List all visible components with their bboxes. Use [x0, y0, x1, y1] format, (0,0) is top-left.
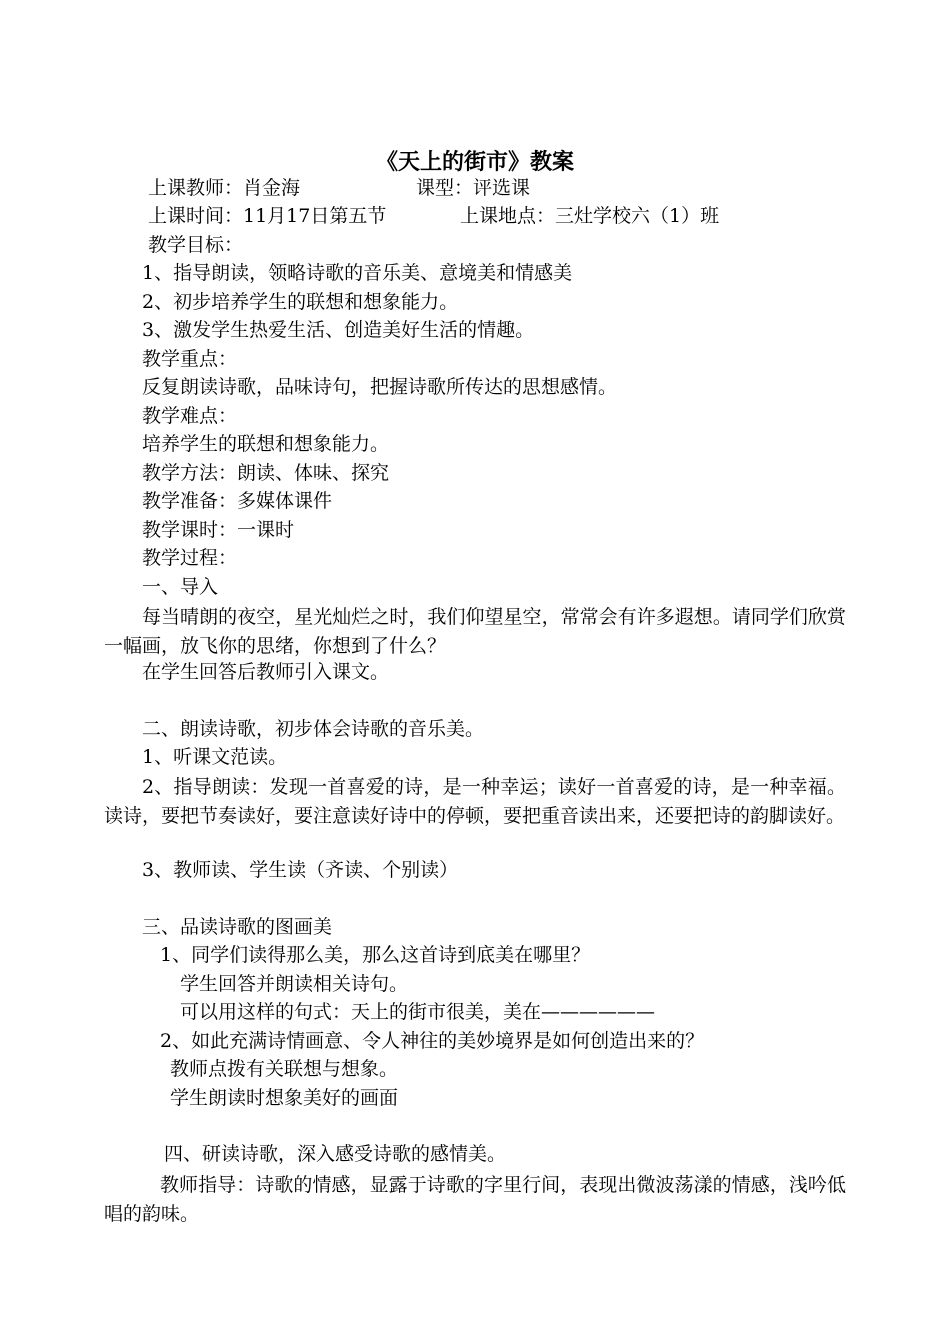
key-point-heading: 教学重点：	[142, 348, 238, 370]
section3-heading: 三、品读诗歌的图画美	[142, 916, 333, 938]
section3-subitem: 学生朗读时想象美好的画面	[170, 1087, 399, 1109]
difficulty-text: 培养学生的联想和想象能力。	[142, 433, 390, 455]
time-line: 上课时间：11月17日第五节	[148, 205, 387, 227]
lesson-type: 课型：评选课	[416, 177, 531, 199]
section3-item: 1、同学们读得那么美，那么这首诗到底美在哪里？	[160, 944, 591, 966]
method-line: 教学方法：朗读、体味、探究	[142, 462, 390, 484]
section2-item: 1、听课文范读。	[142, 746, 288, 768]
section3-subitem: 学生回答并朗读相关诗句。	[180, 973, 409, 995]
section1-paragraph: 每当晴朗的夜空，星光灿烂之时，我们仰望星空，常常会有许多遐想。请同学们欣赏一幅画，放飞你的思绪，你想到了什么？	[104, 606, 846, 657]
preparation-line: 教学准备：多媒体课件	[142, 490, 333, 512]
teacher-line: 上课教师：肖金海	[148, 177, 301, 199]
place-line: 上课地点：三灶学校六（1）班	[460, 205, 720, 227]
section1-note: 在学生回答后教师引入课文。	[142, 661, 390, 683]
section2-item: 2、指导朗读：发现一首喜爱的诗，是一种幸运；读好一首喜爱的诗，是一种幸福。读诗，要把节奏读好，要注意读好诗中的停顿，要把重音读出来，还要把诗的韵脚读好。	[104, 776, 846, 827]
section3-item: 2、如此充满诗情画意、令人神往的美妙境界是如何创造出来的？	[160, 1030, 705, 1052]
section4-heading: 四、研读诗歌，深入感受诗歌的感情美。	[164, 1143, 507, 1165]
key-point-text: 反复朗读诗歌，品味诗句，把握诗歌所传达的思想感情。	[142, 376, 618, 398]
goals-heading: 教学目标：	[148, 234, 244, 256]
process-heading: 教学过程：	[142, 547, 238, 569]
goal-item: 1、指导朗读，领略诗歌的音乐美、意境美和情感美	[142, 262, 573, 284]
document-title: 《天上的街市》教案	[375, 149, 574, 175]
section1-heading: 一、导入	[142, 576, 219, 598]
section2-heading: 二、朗读诗歌，初步体会诗歌的音乐美。	[142, 718, 485, 740]
section2-item: 3、教师读、学生读（齐读、个别读）	[142, 859, 459, 881]
section3-subitem: 可以用这样的句式：天上的街市很美，美在——————	[180, 1001, 656, 1023]
goal-item: 2、初步培养学生的联想和想象能力。	[142, 291, 459, 313]
hours-line: 教学课时：一课时	[142, 519, 295, 541]
section3-subitem: 教师点拨有关联想与想象。	[170, 1058, 399, 1080]
difficulty-heading: 教学难点：	[142, 405, 238, 427]
goal-item: 3、激发学生热爱生活、创造美好生活的情趣。	[142, 319, 535, 341]
section4-paragraph: 教师指导：诗歌的情感，显露于诗歌的字里行间，表现出微波荡漾的情感，浅吟低唱的韵味。	[104, 1174, 846, 1225]
